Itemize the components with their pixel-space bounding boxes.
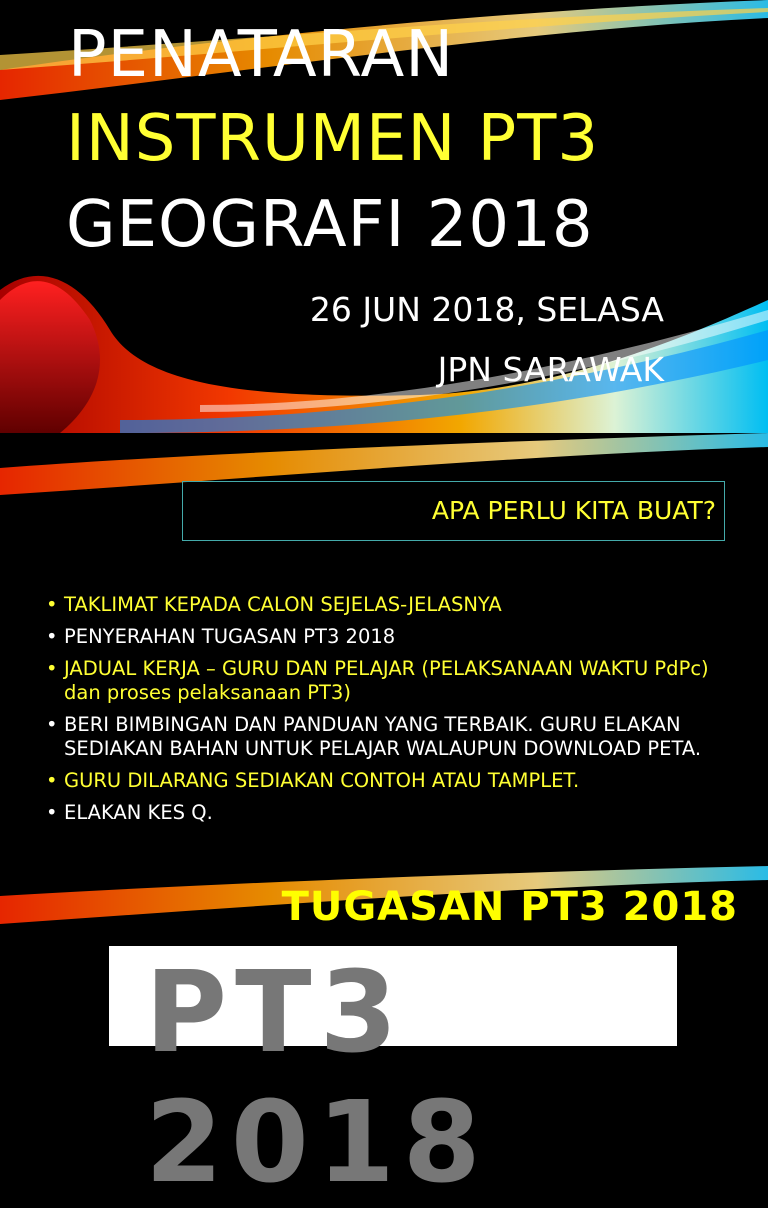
venue-subtitle: JPN SARAWAK bbox=[437, 350, 664, 389]
title-line-2: INSTRUMEN PT3 bbox=[66, 102, 600, 176]
title-line-3: GEOGRAFI 2018 bbox=[66, 188, 594, 262]
slide-tasks bbox=[0, 433, 768, 866]
title-line-1: PENATARAN bbox=[68, 18, 455, 92]
date-subtitle: 26 JUN 2018, SELASA bbox=[309, 290, 664, 329]
heading-text: APA PERLU KITA BUAT? bbox=[431, 496, 716, 525]
bullet-icon: • bbox=[46, 769, 58, 792]
slide-title bbox=[0, 0, 768, 433]
bullet-icon: • bbox=[46, 801, 58, 824]
list-item-text: TAKLIMAT KEPADA CALON SEJELAS-JELASNYA bbox=[64, 593, 502, 616]
bullet-icon: • bbox=[46, 713, 58, 736]
slide-assignment bbox=[0, 866, 768, 1208]
bullet-list bbox=[46, 593, 726, 833]
list-item-text: BERI BIMBINGAN DAN PANDUAN YANG TERBAIK. GURU ELAKAN SEDIAKAN BAHAN UNTUK PELAJAR WALAUPUN DOWNLOAD PETA. bbox=[64, 713, 702, 760]
list-item bbox=[46, 593, 726, 617]
list-item-text: GURU DILARANG SEDIAKAN CONTOH ATAU TAMPLET. bbox=[64, 769, 580, 792]
list-item bbox=[46, 801, 726, 825]
heading-box bbox=[182, 481, 725, 541]
bullet-icon: • bbox=[46, 593, 58, 616]
list-item bbox=[46, 769, 726, 793]
slide-title-text: TUGASAN PT3 2018 bbox=[281, 884, 738, 930]
list-item bbox=[46, 625, 726, 649]
list-item bbox=[46, 657, 726, 705]
pt3-banner-image bbox=[109, 946, 677, 1208]
banner-text: PT3 2018 bbox=[145, 948, 489, 1208]
list-item bbox=[46, 713, 726, 761]
list-item-text: JADUAL KERJA – GURU DAN PELAJAR (PELAKSANAAN WAKTU PdPc) dan proses pelaksanaan PT3) bbox=[64, 657, 709, 704]
list-item-text: ELAKAN KES Q. bbox=[64, 801, 213, 824]
bullet-icon: • bbox=[46, 657, 58, 680]
bullet-icon: • bbox=[46, 625, 58, 648]
list-item-text: PENYERAHAN TUGASAN PT3 2018 bbox=[64, 625, 396, 648]
